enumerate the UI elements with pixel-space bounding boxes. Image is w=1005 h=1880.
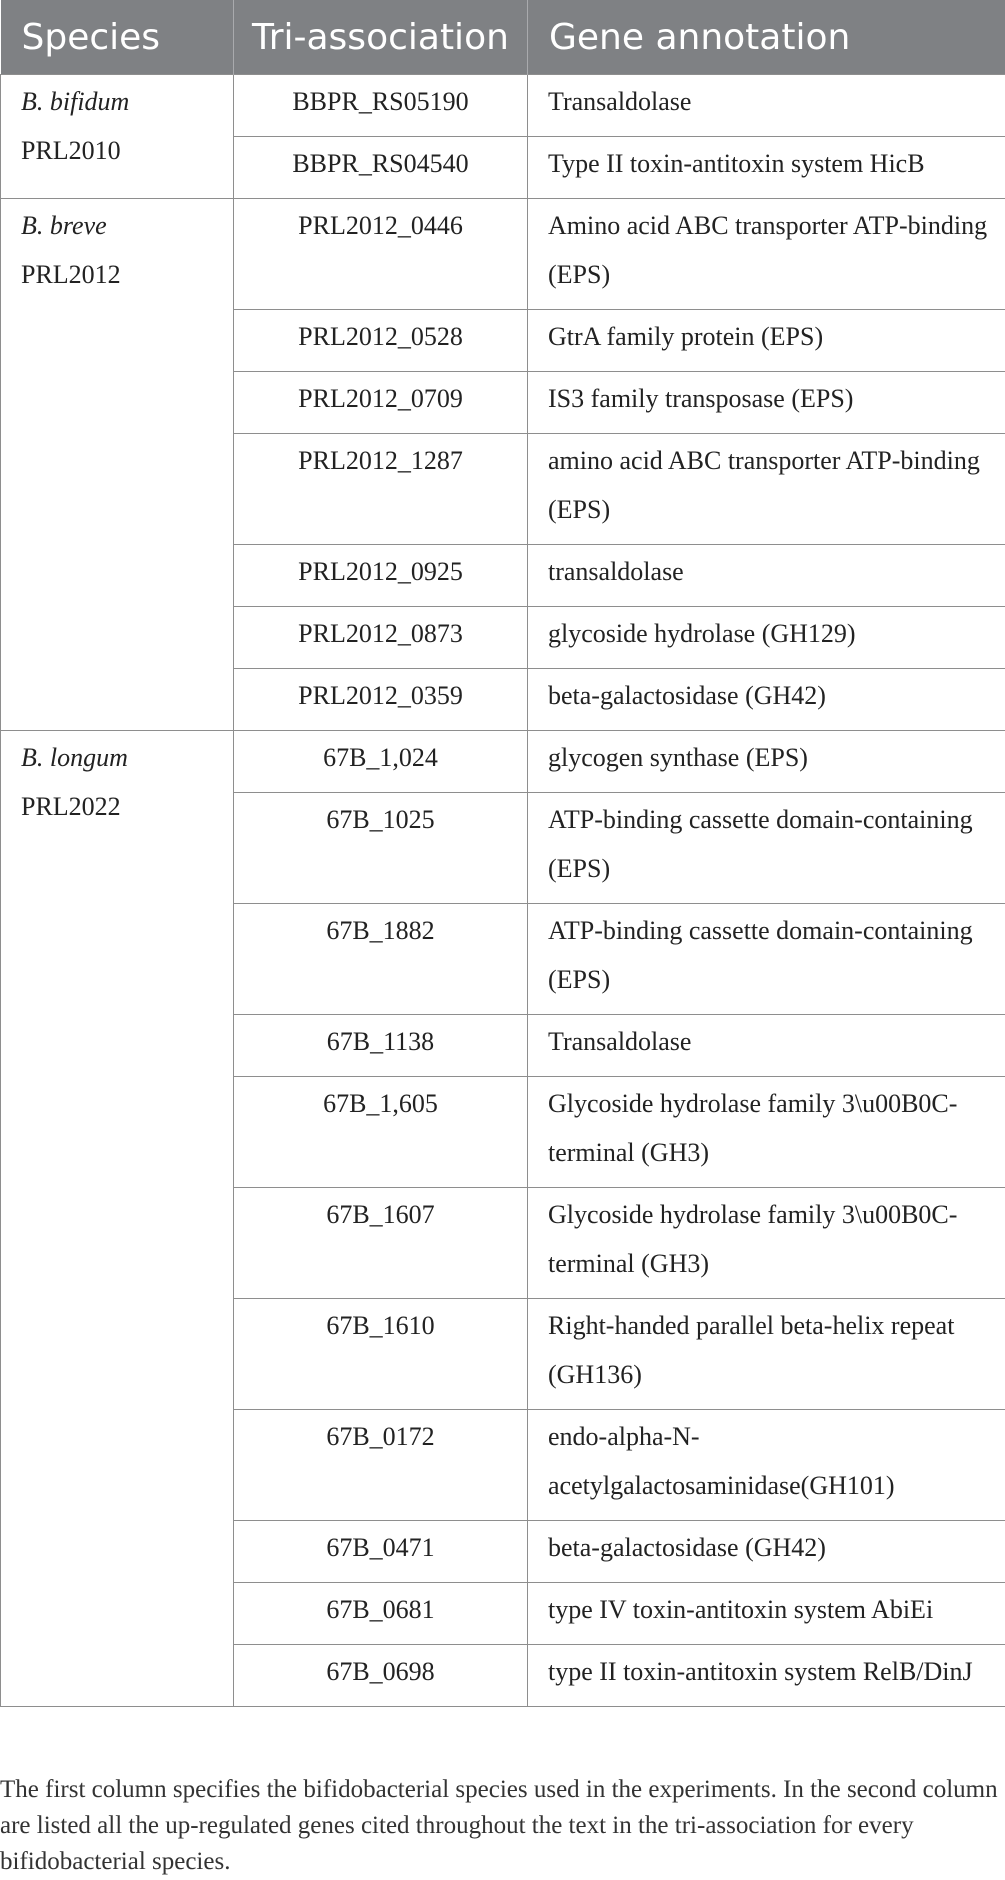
gene-id: 67B_0681 (234, 1583, 528, 1645)
gene-id: 67B_0698 (234, 1645, 528, 1707)
gene-annotation: transaldolase (528, 545, 1005, 607)
table-body (1, 75, 1005, 1707)
gene-id: BBPR_RS04540 (234, 137, 528, 199)
gene-annotation: Right-handed parallel beta-helix repeat (GH136) (528, 1299, 1005, 1410)
gene-id: PRL2012_0446 (234, 199, 528, 310)
table-row (1, 731, 1005, 793)
table-header-row (1, 0, 1005, 75)
gene-id: PRL2012_0925 (234, 545, 528, 607)
gene-annotation: endo-alpha-N-acetylgalactosaminidase(GH101) (528, 1410, 1005, 1521)
gene-annotation: glycogen synthase (EPS) (528, 731, 1005, 793)
species-cell (1, 731, 234, 1707)
gene-id: PRL2012_0359 (234, 669, 528, 731)
gene-annotation: glycoside hydrolase (GH129) (528, 607, 1005, 669)
species-name: B. longum (21, 733, 233, 782)
gene-annotation: Type II toxin-antitoxin system HicB (528, 137, 1005, 199)
gene-annotation: Glycoside hydrolase family 3\u00B0C-terminal (GH3) (528, 1077, 1005, 1188)
gene-annotation: ATP-binding cassette domain-containing (EPS) (528, 904, 1005, 1015)
gene-id: 67B_0172 (234, 1410, 528, 1521)
gene-annotation: GtrA family protein (EPS) (528, 310, 1005, 372)
gene-annotation: ATP-binding cassette domain-containing (EPS) (528, 793, 1005, 904)
strain-name: PRL2012 (21, 250, 233, 299)
gene-id: 67B_1610 (234, 1299, 528, 1410)
table-row (1, 75, 1005, 137)
header-species: Species (1, 0, 234, 75)
table-row (1, 199, 1005, 310)
gene-id: PRL2012_0709 (234, 372, 528, 434)
gene-annotation: beta-galactosidase (GH42) (528, 1521, 1005, 1583)
header-tri-association: Tri-association (234, 0, 528, 75)
gene-id: 67B_1138 (234, 1015, 528, 1077)
gene-id: 67B_1,024 (234, 731, 528, 793)
gene-id: PRL2012_0528 (234, 310, 528, 372)
gene-annotation: Transaldolase (528, 1015, 1005, 1077)
gene-annotation: type IV toxin-antitoxin system AbiEi (528, 1583, 1005, 1645)
species-cell (1, 75, 234, 199)
strain-name: PRL2022 (21, 782, 233, 831)
gene-annotation: Glycoside hydrolase family 3\u00B0C-terminal (GH3) (528, 1188, 1005, 1299)
species-name: B. bifidum (21, 77, 233, 126)
gene-id: 67B_1882 (234, 904, 528, 1015)
header-gene-annotation: Gene annotation (528, 0, 1005, 75)
gene-id: BBPR_RS05190 (234, 75, 528, 137)
gene-annotation: IS3 family transposase (EPS) (528, 372, 1005, 434)
gene-id: PRL2012_0873 (234, 607, 528, 669)
gene-id: PRL2012_1287 (234, 434, 528, 545)
gene-annotation: beta-galactosidase (GH42) (528, 669, 1005, 731)
gene-id: 67B_1,605 (234, 1077, 528, 1188)
gene-id: 67B_0471 (234, 1521, 528, 1583)
gene-annotation: type II toxin-antitoxin system RelB/DinJ (528, 1645, 1005, 1707)
gene-id: 67B_1607 (234, 1188, 528, 1299)
species-cell (1, 199, 234, 731)
gene-id: 67B_1025 (234, 793, 528, 904)
gene-annotation: Transaldolase (528, 75, 1005, 137)
species-name: B. breve (21, 201, 233, 250)
gene-annotation: amino acid ABC transporter ATP-binding (EPS) (528, 434, 1005, 545)
table-footnote: The first column specifies the bifidobacterial species used in the experiments. In the second column are listed all the up-regulated genes cited throughout the text in the tri-association for every bifidobacterial species. (0, 1772, 1005, 1880)
gene-annotation: Amino acid ABC transporter ATP-binding (EPS) (528, 199, 1005, 310)
strain-name: PRL2010 (21, 126, 233, 175)
